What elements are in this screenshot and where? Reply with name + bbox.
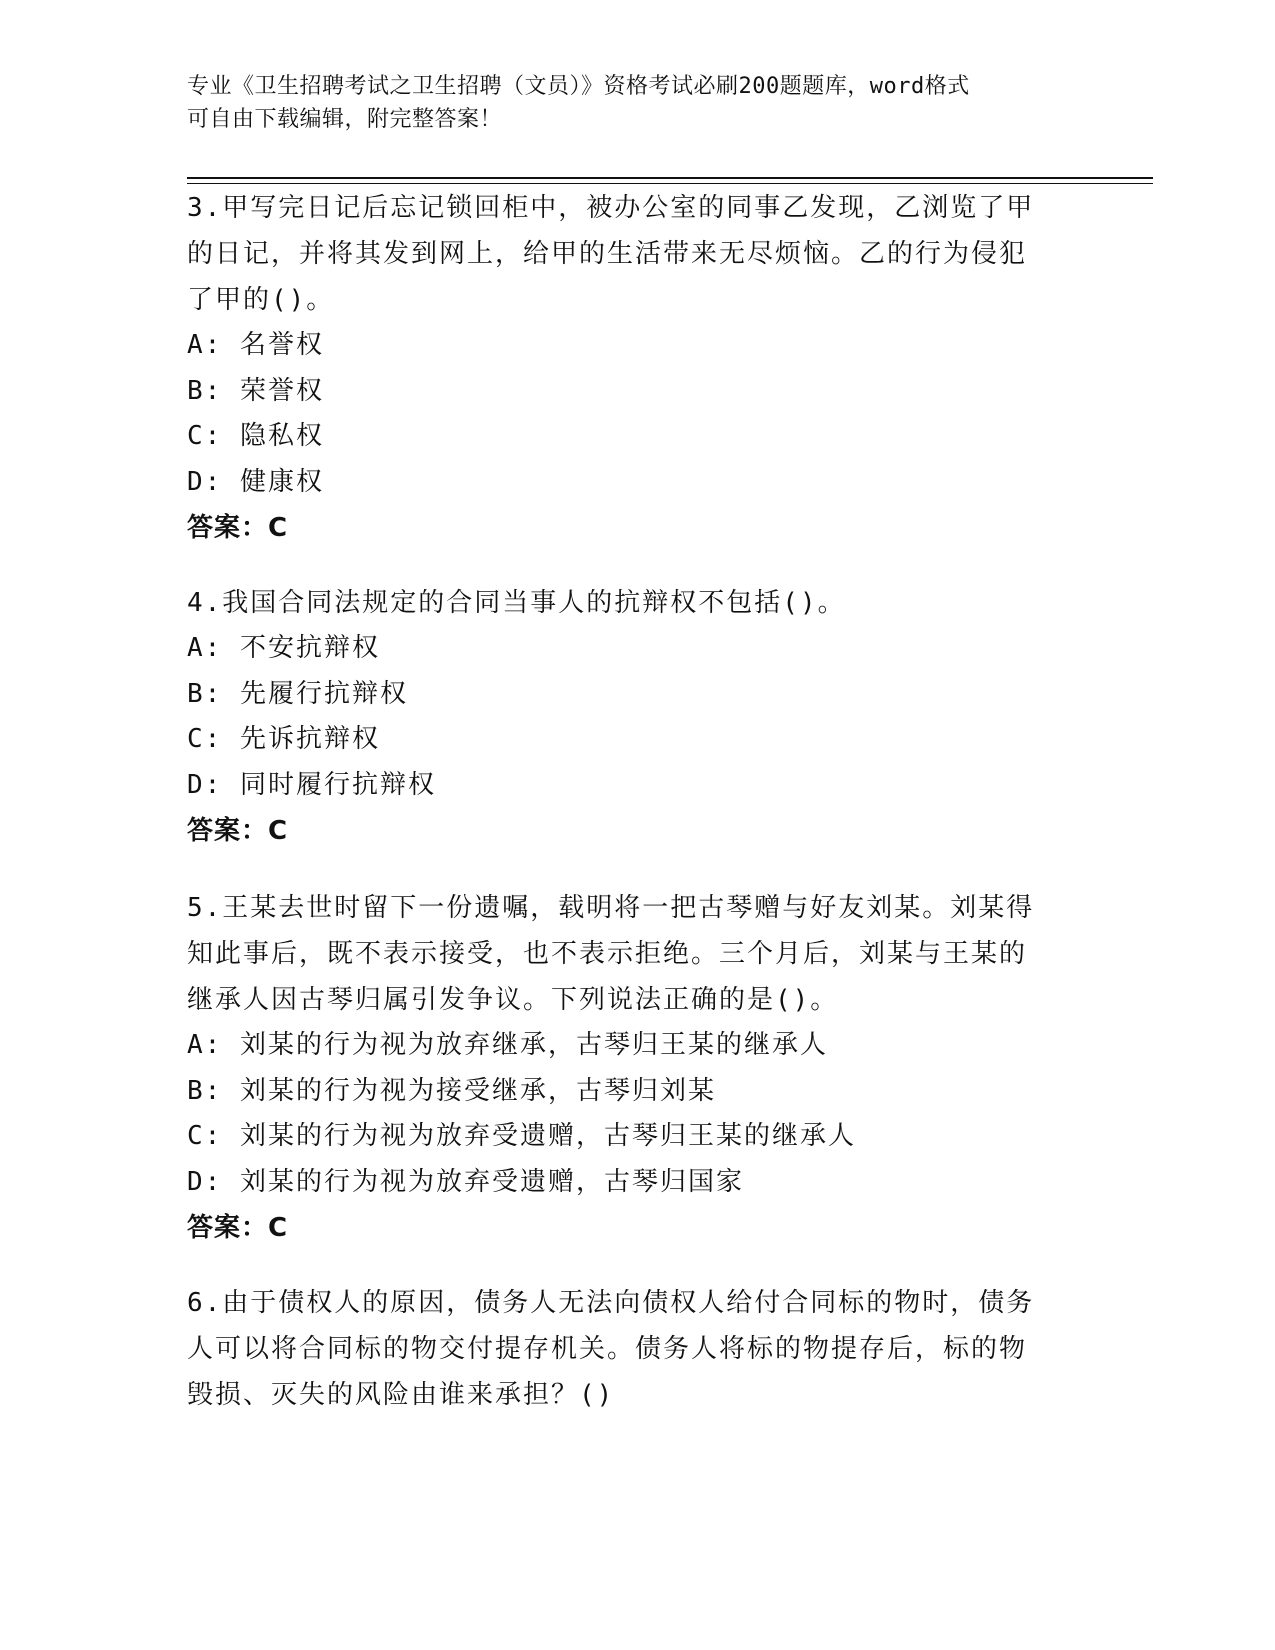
question-stem-line: 人可以将合同标的物交付提存机关。债务人将标的物提存后，标的物 — [187, 1334, 1028, 1364]
question-stem-line: 了甲的()。 — [187, 285, 335, 315]
question-4 — [187, 580, 1067, 854]
question-stem-line: 4.我国合同法规定的合同当事人的抗辩权不包括()。 — [187, 588, 846, 618]
question-stem-line: 知此事后，既不表示接受，也不表示拒绝。三个月后，刘某与王某的 — [187, 939, 1028, 969]
option-d: D: 刘某的行为视为放弃受遗赠，古琴归国家 — [187, 1166, 744, 1197]
option-c: C: 隐私权 — [187, 421, 324, 451]
option-c: C: 先诉抗辩权 — [187, 724, 380, 754]
option-a: A: 不安抗辩权 — [187, 633, 380, 663]
answer-label: 答案：C — [187, 513, 289, 543]
option-d: D: 健康权 — [187, 466, 324, 497]
document-header — [187, 70, 1067, 136]
option-c: C: 刘某的行为视为放弃受遗赠，古琴归王某的继承人 — [187, 1121, 856, 1151]
header-line-1: 专业《卫生招聘考试之卫生招聘（文员）》资格考试必刷200题题库，word格式 — [187, 74, 970, 99]
header-divider-thick — [187, 177, 1153, 179]
answer-label: 答案：C — [187, 816, 289, 846]
question-stem-line: 继承人因古琴归属引发争议。下列说法正确的是()。 — [187, 985, 839, 1015]
option-a: A: 名誉权 — [187, 330, 324, 360]
question-6 — [187, 1280, 1067, 1418]
question-3 — [187, 185, 1067, 551]
option-b: B: 先履行抗辩权 — [187, 678, 408, 709]
option-b: B: 荣誉权 — [187, 375, 324, 406]
header-divider-thin — [187, 183, 1153, 184]
option-d: D: 同时履行抗辩权 — [187, 769, 436, 800]
question-5 — [187, 885, 1067, 1251]
option-b: B: 刘某的行为视为接受继承，古琴归刘某 — [187, 1075, 716, 1106]
question-stem-line: 的日记，并将其发到网上，给甲的生活带来无尽烦恼。乙的行为侵犯 — [187, 239, 1028, 269]
question-stem-line: 毁损、灭失的风险由谁来承担？() — [187, 1380, 615, 1410]
question-stem-line: 6.由于债权人的原因，债务人无法向债权人给付合同标的物时，债务 — [187, 1288, 1035, 1318]
header-line-2: 可自由下载编辑，附完整答案！ — [187, 107, 503, 132]
question-stem-line: 5.王某去世时留下一份遗嘱，载明将一把古琴赠与好友刘某。刘某得 — [187, 893, 1035, 923]
option-a: A: 刘某的行为视为放弃继承，古琴归王某的继承人 — [187, 1030, 828, 1060]
answer-label: 答案：C — [187, 1213, 289, 1243]
question-stem-line: 3.甲写完日记后忘记锁回柜中，被办公室的同事乙发现，乙浏览了甲 — [187, 193, 1035, 223]
